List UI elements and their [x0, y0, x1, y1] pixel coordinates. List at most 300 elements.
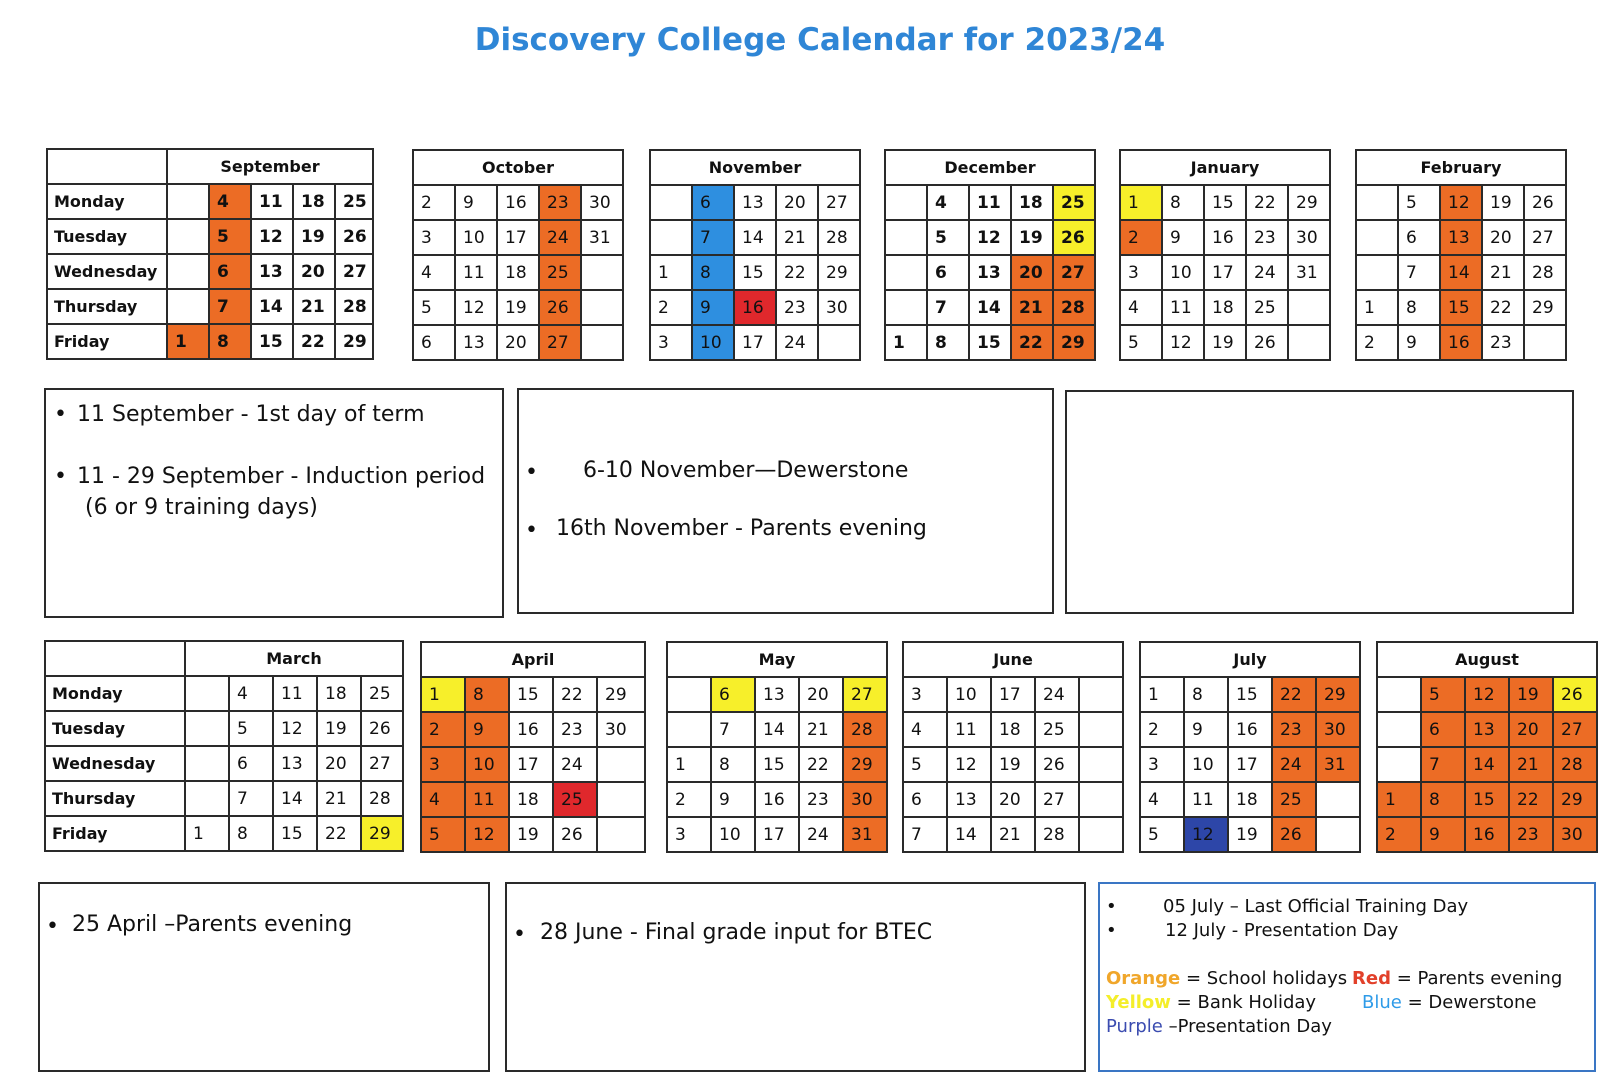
date-cell: 13 [969, 255, 1011, 290]
date-cell: 8 [465, 677, 509, 712]
date-cell [185, 676, 229, 711]
date-cell: 15 [755, 747, 799, 782]
date-cell: 9 [1398, 325, 1440, 360]
date-cell: 5 [1398, 185, 1440, 220]
date-cell: 2 [413, 185, 455, 220]
date-cell: 21 [293, 289, 335, 324]
date-cell: 15 [1465, 782, 1509, 817]
bullet-icon: • [46, 914, 59, 939]
date-cell [185, 711, 229, 746]
date-cell: 27 [1035, 782, 1079, 817]
date-cell: 25 [1035, 712, 1079, 747]
date-cell: 9 [455, 185, 497, 220]
date-cell: 25 [1272, 782, 1316, 817]
date-cell: 29 [597, 677, 645, 712]
date-cell: 14 [755, 712, 799, 747]
date-cell: 11 [251, 184, 293, 219]
date-cell: 18 [317, 676, 361, 711]
date-cell: 7 [711, 712, 755, 747]
date-cell: 24 [539, 220, 581, 255]
date-cell: 18 [1011, 185, 1053, 220]
date-cell: 27 [843, 677, 887, 712]
date-cell: 22 [293, 324, 335, 359]
date-cell: 3 [421, 747, 465, 782]
date-cell: 5 [421, 817, 465, 852]
date-cell: 7 [229, 781, 273, 816]
date-cell: 20 [776, 185, 818, 220]
bullet-icon: • [513, 922, 526, 947]
date-cell: 7 [1421, 747, 1465, 782]
date-cell: 23 [539, 185, 581, 220]
note-first-day-of-term: 11 September - 1st day of term [77, 402, 425, 427]
note-induction-period: 11 - 29 September - Induction period [77, 464, 486, 489]
date-cell: 10 [711, 817, 755, 852]
date-cell: 26 [539, 290, 581, 325]
bullet-icon: • [525, 460, 538, 485]
date-cell: 2 [1356, 325, 1398, 360]
date-cell: 2 [1120, 220, 1162, 255]
date-cell [885, 220, 927, 255]
date-cell: 28 [335, 289, 373, 324]
date-cell: 4 [209, 184, 251, 219]
date-cell: 28 [1035, 817, 1079, 852]
date-cell: 27 [361, 746, 403, 781]
date-cell: 25 [553, 782, 597, 817]
date-cell: 14 [273, 781, 317, 816]
date-cell: 28 [843, 712, 887, 747]
date-cell: 11 [1162, 290, 1204, 325]
date-cell: 8 [229, 816, 273, 851]
date-cell: 6 [903, 782, 947, 817]
date-cell: 9 [465, 712, 509, 747]
corner-cell [45, 641, 185, 676]
date-cell: 1 [1377, 782, 1421, 817]
date-cell: 4 [1140, 782, 1184, 817]
date-cell: 7 [209, 289, 251, 324]
date-cell [885, 290, 927, 325]
weekday-label: Thursday [45, 781, 185, 816]
date-cell: 21 [317, 781, 361, 816]
date-cell: 6 [413, 325, 455, 360]
date-cell [650, 220, 692, 255]
date-cell: 19 [1482, 185, 1524, 220]
note-last-training-day: 05 July – Last Official Training Day [1163, 896, 1469, 917]
date-cell: 20 [799, 677, 843, 712]
bullet-icon: • [525, 518, 538, 543]
date-cell: 16 [1465, 817, 1509, 852]
weekday-label: Friday [47, 324, 167, 359]
date-cell: 1 [421, 677, 465, 712]
date-cell: 5 [413, 290, 455, 325]
note-dewerstone: 6-10 November—Dewerstone [583, 458, 909, 483]
calendar-december [884, 149, 1096, 361]
date-cell: 18 [1204, 290, 1246, 325]
date-cell: 20 [1509, 712, 1553, 747]
date-cell: 27 [1553, 712, 1597, 747]
date-cell: 10 [465, 747, 509, 782]
weekday-label: Tuesday [45, 711, 185, 746]
date-cell: 2 [1377, 817, 1421, 852]
date-cell: 23 [776, 290, 818, 325]
date-cell: 25 [539, 255, 581, 290]
date-cell: 21 [1011, 290, 1053, 325]
date-cell: 22 [1011, 325, 1053, 360]
date-cell: 2 [421, 712, 465, 747]
date-cell: 13 [947, 782, 991, 817]
month-header: February [1356, 150, 1566, 185]
date-cell: 22 [1509, 782, 1553, 817]
date-cell: 8 [711, 747, 755, 782]
date-cell: 11 [465, 782, 509, 817]
date-cell: 6 [711, 677, 755, 712]
month-header: November [650, 150, 860, 185]
date-cell: 24 [799, 817, 843, 852]
date-cell: 11 [969, 185, 1011, 220]
date-cell: 15 [251, 324, 293, 359]
date-cell [1288, 290, 1330, 325]
date-cell: 12 [1465, 677, 1509, 712]
date-cell: 29 [1288, 185, 1330, 220]
date-cell: 14 [969, 290, 1011, 325]
date-cell [1079, 782, 1123, 817]
calendar-january [1119, 149, 1331, 361]
date-cell: 8 [209, 324, 251, 359]
date-cell: 24 [1035, 677, 1079, 712]
month-header: April [421, 642, 645, 677]
date-cell [1356, 255, 1398, 290]
date-cell: 30 [1288, 220, 1330, 255]
november-notes-box [517, 388, 1054, 614]
june-notes-box [505, 882, 1086, 1072]
date-cell [1524, 325, 1566, 360]
date-cell [167, 219, 209, 254]
date-cell [581, 255, 623, 290]
date-cell: 10 [455, 220, 497, 255]
april-notes-box [38, 882, 490, 1072]
legend-orange: Orange = School holidays [1106, 968, 1348, 989]
date-cell: 4 [413, 255, 455, 290]
calendar-february [1355, 149, 1567, 361]
date-cell: 17 [509, 747, 553, 782]
date-cell: 10 [1162, 255, 1204, 290]
calendar-november [649, 149, 861, 361]
date-cell [667, 712, 711, 747]
date-cell: 19 [317, 711, 361, 746]
date-cell: 15 [734, 255, 776, 290]
weekday-label: Thursday [47, 289, 167, 324]
date-cell: 26 [553, 817, 597, 852]
date-cell: 21 [991, 817, 1035, 852]
date-cell [1288, 325, 1330, 360]
date-cell: 13 [273, 746, 317, 781]
date-cell: 15 [1228, 677, 1272, 712]
date-cell [597, 747, 645, 782]
date-cell: 29 [335, 324, 373, 359]
date-cell: 28 [1553, 747, 1597, 782]
date-cell: 23 [1272, 712, 1316, 747]
date-cell: 21 [1509, 747, 1553, 782]
date-cell [885, 185, 927, 220]
weekday-label: Wednesday [47, 254, 167, 289]
date-cell: 22 [776, 255, 818, 290]
date-cell: 9 [1421, 817, 1465, 852]
date-cell: 18 [1228, 782, 1272, 817]
date-cell: 15 [273, 816, 317, 851]
date-cell: 12 [1162, 325, 1204, 360]
date-cell: 6 [1398, 220, 1440, 255]
date-cell: 30 [597, 712, 645, 747]
date-cell: 22 [553, 677, 597, 712]
date-cell: 23 [1509, 817, 1553, 852]
date-cell: 4 [229, 676, 273, 711]
date-cell: 2 [650, 290, 692, 325]
date-cell: 19 [1228, 817, 1272, 852]
date-cell: 26 [1246, 325, 1288, 360]
month-header: September [167, 149, 373, 184]
date-cell: 27 [818, 185, 860, 220]
weekday-label: Monday [47, 184, 167, 219]
month-header: January [1120, 150, 1330, 185]
september-notes-box [44, 388, 504, 618]
date-cell: 20 [317, 746, 361, 781]
date-cell: 8 [927, 325, 969, 360]
date-cell: 30 [1316, 712, 1360, 747]
date-cell: 13 [734, 185, 776, 220]
date-cell: 27 [1524, 220, 1566, 255]
date-cell: 10 [947, 677, 991, 712]
date-cell: 16 [1204, 220, 1246, 255]
date-cell: 18 [497, 255, 539, 290]
date-cell: 31 [1288, 255, 1330, 290]
date-cell: 26 [361, 711, 403, 746]
date-cell [581, 325, 623, 360]
date-cell: 25 [335, 184, 373, 219]
calendar-june [902, 641, 1124, 853]
bullet-icon: • [1106, 896, 1117, 917]
date-cell: 1 [167, 324, 209, 359]
date-cell: 12 [1184, 817, 1228, 852]
date-cell: 1 [1120, 185, 1162, 220]
date-cell: 26 [1524, 185, 1566, 220]
date-cell: 27 [335, 254, 373, 289]
legend-yellow: Yellow = Bank Holiday [1106, 992, 1317, 1013]
date-cell: 20 [991, 782, 1035, 817]
date-cell: 16 [1440, 325, 1482, 360]
date-cell: 6 [927, 255, 969, 290]
date-cell: 19 [1509, 677, 1553, 712]
date-cell: 10 [1184, 747, 1228, 782]
date-cell: 23 [553, 712, 597, 747]
date-cell: 8 [1421, 782, 1465, 817]
date-cell: 13 [251, 254, 293, 289]
date-cell: 30 [818, 290, 860, 325]
date-cell: 7 [927, 290, 969, 325]
date-cell: 5 [903, 747, 947, 782]
calendar-august [1376, 641, 1598, 853]
date-cell: 30 [843, 782, 887, 817]
month-header: June [903, 642, 1123, 677]
date-cell [818, 325, 860, 360]
date-cell: 16 [1228, 712, 1272, 747]
date-cell: 1 [650, 255, 692, 290]
date-cell: 26 [335, 219, 373, 254]
date-cell: 13 [455, 325, 497, 360]
date-cell: 12 [455, 290, 497, 325]
date-cell: 2 [667, 782, 711, 817]
date-cell: 23 [799, 782, 843, 817]
date-cell: 26 [1272, 817, 1316, 852]
date-cell [1316, 817, 1360, 852]
date-cell [167, 184, 209, 219]
date-cell: 25 [1053, 185, 1095, 220]
date-cell: 13 [1440, 220, 1482, 255]
date-cell: 30 [1553, 817, 1597, 852]
bullet-icon: • [54, 464, 67, 489]
date-cell: 1 [1356, 290, 1398, 325]
date-cell: 5 [1120, 325, 1162, 360]
date-cell [1377, 677, 1421, 712]
date-cell: 20 [293, 254, 335, 289]
date-cell: 10 [692, 325, 734, 360]
date-cell [185, 781, 229, 816]
month-header: August [1377, 642, 1597, 677]
date-cell: 23 [1482, 325, 1524, 360]
date-cell: 14 [1440, 255, 1482, 290]
date-cell: 3 [903, 677, 947, 712]
date-cell [1356, 185, 1398, 220]
date-cell [667, 677, 711, 712]
date-cell [1079, 677, 1123, 712]
date-cell: 21 [776, 220, 818, 255]
legend-purple: Purple –Presentation Day [1106, 1016, 1332, 1037]
date-cell: 27 [1053, 255, 1095, 290]
date-cell: 12 [947, 747, 991, 782]
date-cell: 12 [273, 711, 317, 746]
date-cell: 17 [1228, 747, 1272, 782]
date-cell: 3 [1140, 747, 1184, 782]
date-cell: 12 [465, 817, 509, 852]
date-cell: 31 [843, 817, 887, 852]
date-cell: 5 [229, 711, 273, 746]
date-cell: 6 [209, 254, 251, 289]
month-header: December [885, 150, 1095, 185]
note-parents-evening-november: 16th November - Parents evening [556, 516, 927, 541]
date-cell: 9 [711, 782, 755, 817]
date-cell: 15 [969, 325, 1011, 360]
date-cell: 15 [1440, 290, 1482, 325]
date-cell: 1 [667, 747, 711, 782]
date-cell [581, 290, 623, 325]
date-cell: 7 [692, 220, 734, 255]
calendar-september [46, 148, 374, 360]
weekday-label: Friday [45, 816, 185, 851]
date-cell: 16 [497, 185, 539, 220]
date-cell: 3 [413, 220, 455, 255]
date-cell: 24 [1272, 747, 1316, 782]
month-header: May [667, 642, 887, 677]
date-cell [1079, 712, 1123, 747]
date-cell [885, 255, 927, 290]
month-header: October [413, 150, 623, 185]
date-cell: 17 [755, 817, 799, 852]
date-cell: 31 [581, 220, 623, 255]
date-cell: 24 [776, 325, 818, 360]
date-cell: 7 [903, 817, 947, 852]
date-cell: 29 [361, 816, 403, 851]
date-cell: 6 [229, 746, 273, 781]
weekday-label: Monday [45, 676, 185, 711]
date-cell: 18 [991, 712, 1035, 747]
date-cell: 12 [1440, 185, 1482, 220]
date-cell: 22 [799, 747, 843, 782]
date-cell: 2 [1140, 712, 1184, 747]
date-cell: 21 [1482, 255, 1524, 290]
date-cell: 5 [209, 219, 251, 254]
date-cell: 4 [927, 185, 969, 220]
date-cell [185, 746, 229, 781]
date-cell: 16 [755, 782, 799, 817]
date-cell [1079, 747, 1123, 782]
date-cell: 26 [1553, 677, 1597, 712]
date-cell: 24 [1246, 255, 1288, 290]
date-cell: 9 [1184, 712, 1228, 747]
date-cell: 3 [667, 817, 711, 852]
date-cell [650, 185, 692, 220]
date-cell: 13 [1465, 712, 1509, 747]
date-cell: 6 [692, 185, 734, 220]
bullet-icon: • [54, 402, 67, 427]
date-cell: 9 [692, 290, 734, 325]
date-cell: 19 [293, 219, 335, 254]
calendar-may [666, 641, 888, 853]
month-header: July [1140, 642, 1360, 677]
date-cell: 17 [734, 325, 776, 360]
date-cell: 7 [1398, 255, 1440, 290]
date-cell: 8 [1398, 290, 1440, 325]
date-cell: 28 [1053, 290, 1095, 325]
date-cell: 11 [273, 676, 317, 711]
date-cell: 3 [1120, 255, 1162, 290]
date-cell: 24 [553, 747, 597, 782]
empty-notes-box [1065, 390, 1574, 614]
date-cell: 29 [1316, 677, 1360, 712]
note-parents-evening-april: 25 April –Parents evening [72, 912, 353, 937]
date-cell: 9 [1162, 220, 1204, 255]
date-cell: 19 [991, 747, 1035, 782]
date-cell: 15 [509, 677, 553, 712]
date-cell: 21 [799, 712, 843, 747]
date-cell: 29 [1553, 782, 1597, 817]
date-cell [1356, 220, 1398, 255]
date-cell [597, 817, 645, 852]
weekday-label: Wednesday [45, 746, 185, 781]
date-cell: 5 [927, 220, 969, 255]
date-cell [1377, 712, 1421, 747]
date-cell: 28 [818, 220, 860, 255]
date-cell: 5 [1140, 817, 1184, 852]
legend-red: Red = Parents evening [1352, 968, 1563, 989]
date-cell: 27 [539, 325, 581, 360]
note-btec-final-grade: 28 June - Final grade input for BTEC [540, 920, 933, 945]
date-cell: 30 [581, 185, 623, 220]
date-cell: 4 [1120, 290, 1162, 325]
date-cell: 23 [1246, 220, 1288, 255]
date-cell: 11 [455, 255, 497, 290]
date-cell: 29 [1524, 290, 1566, 325]
date-cell: 29 [818, 255, 860, 290]
date-cell: 22 [1272, 677, 1316, 712]
month-header: March [185, 641, 403, 676]
